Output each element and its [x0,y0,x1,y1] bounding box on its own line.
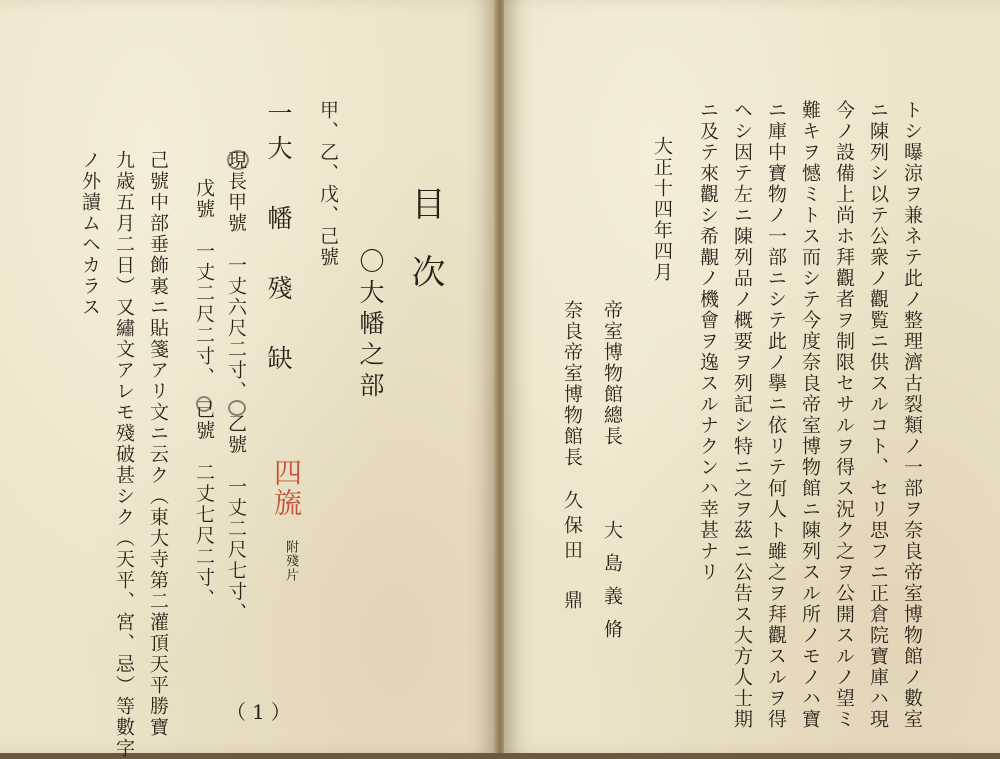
text-line-2: ニ陳列シ以テ公衆ノ觀覧ニ供スルコト、セリ思フニ正倉院寶庫ハ現 [867,100,889,730]
page-number: （1） [226,700,297,724]
ink-circle-mark [228,400,246,416]
text-line-6: ヘシ因テ左ニ陳列品ノ概要ヲ列記シ特ニ之ヲ茲ニ公告ス大方人士期 [731,100,753,730]
stamp-note: 附殘片 [283,540,298,582]
section-heading: 〇大幡之部 [356,248,385,403]
banner-entry: 一大 幡 殘 缺 [264,100,293,380]
signature-1-title: 帝室博物館總長 [601,300,623,447]
toc-title: 目 次 [405,186,445,288]
dimension-line-2: 戊號 一丈二尺二寸、 己號 二丈七尺二寸、 [193,178,215,610]
dimension-line-1: 現長甲號 一丈六尺二寸、 乙號 一丈二尺七寸、 [225,150,247,624]
text-line-1: トシ曝涼ヲ兼ネテ此ノ整理濟古裂類ノ一部ヲ奈良帝室博物館ノ數室 [901,100,923,730]
ink-circle-mark [227,150,249,170]
ink-circle-mark [196,396,212,412]
left-page [0,0,496,759]
signature-1-name: 大島義脩 [601,520,623,652]
signature-2-title: 奈良帝室博物館長 [561,300,583,468]
body-line-2: 九歳五月二日）又繡文アレモ殘破甚シク（天平、宮、忌）等數字 [113,150,135,759]
text-line-7: ニ及テ來觀シ希覯ノ機會ヲ逸スルナクンハ幸甚ナリ [697,100,719,583]
body-line-1: 己號中部垂飾裏ニ貼箋アリ文ニ云ク（東大寺第二灌頂天平勝寶 [147,150,169,738]
stamp-mark: 四旒 [270,458,303,518]
items-line: 甲、乙、戊、己號 [317,100,339,268]
text-line-4: 難キヲ憾ミトス而シテ今度奈良帝室博物館ニ陳列スル所ノモノハ寶 [799,100,821,730]
text-line-5: ニ庫中寶物ノ一部ニシテ此ノ擧ニ依リテ何人ト雖之ヲ拜觀スルヲ得 [765,100,787,730]
date-line: 大正十四年四月 [651,136,673,283]
signature-2-name: 久保田 鼎 [561,490,583,615]
right-page [504,0,1000,753]
text-line-3: 今ノ設備上尚ホ拜觀者ヲ制限セサルヲ得ス況ク之ヲ公開スルノ望ミ [833,100,855,730]
body-line-3: ノ外讀ムヘカラス [79,150,101,318]
